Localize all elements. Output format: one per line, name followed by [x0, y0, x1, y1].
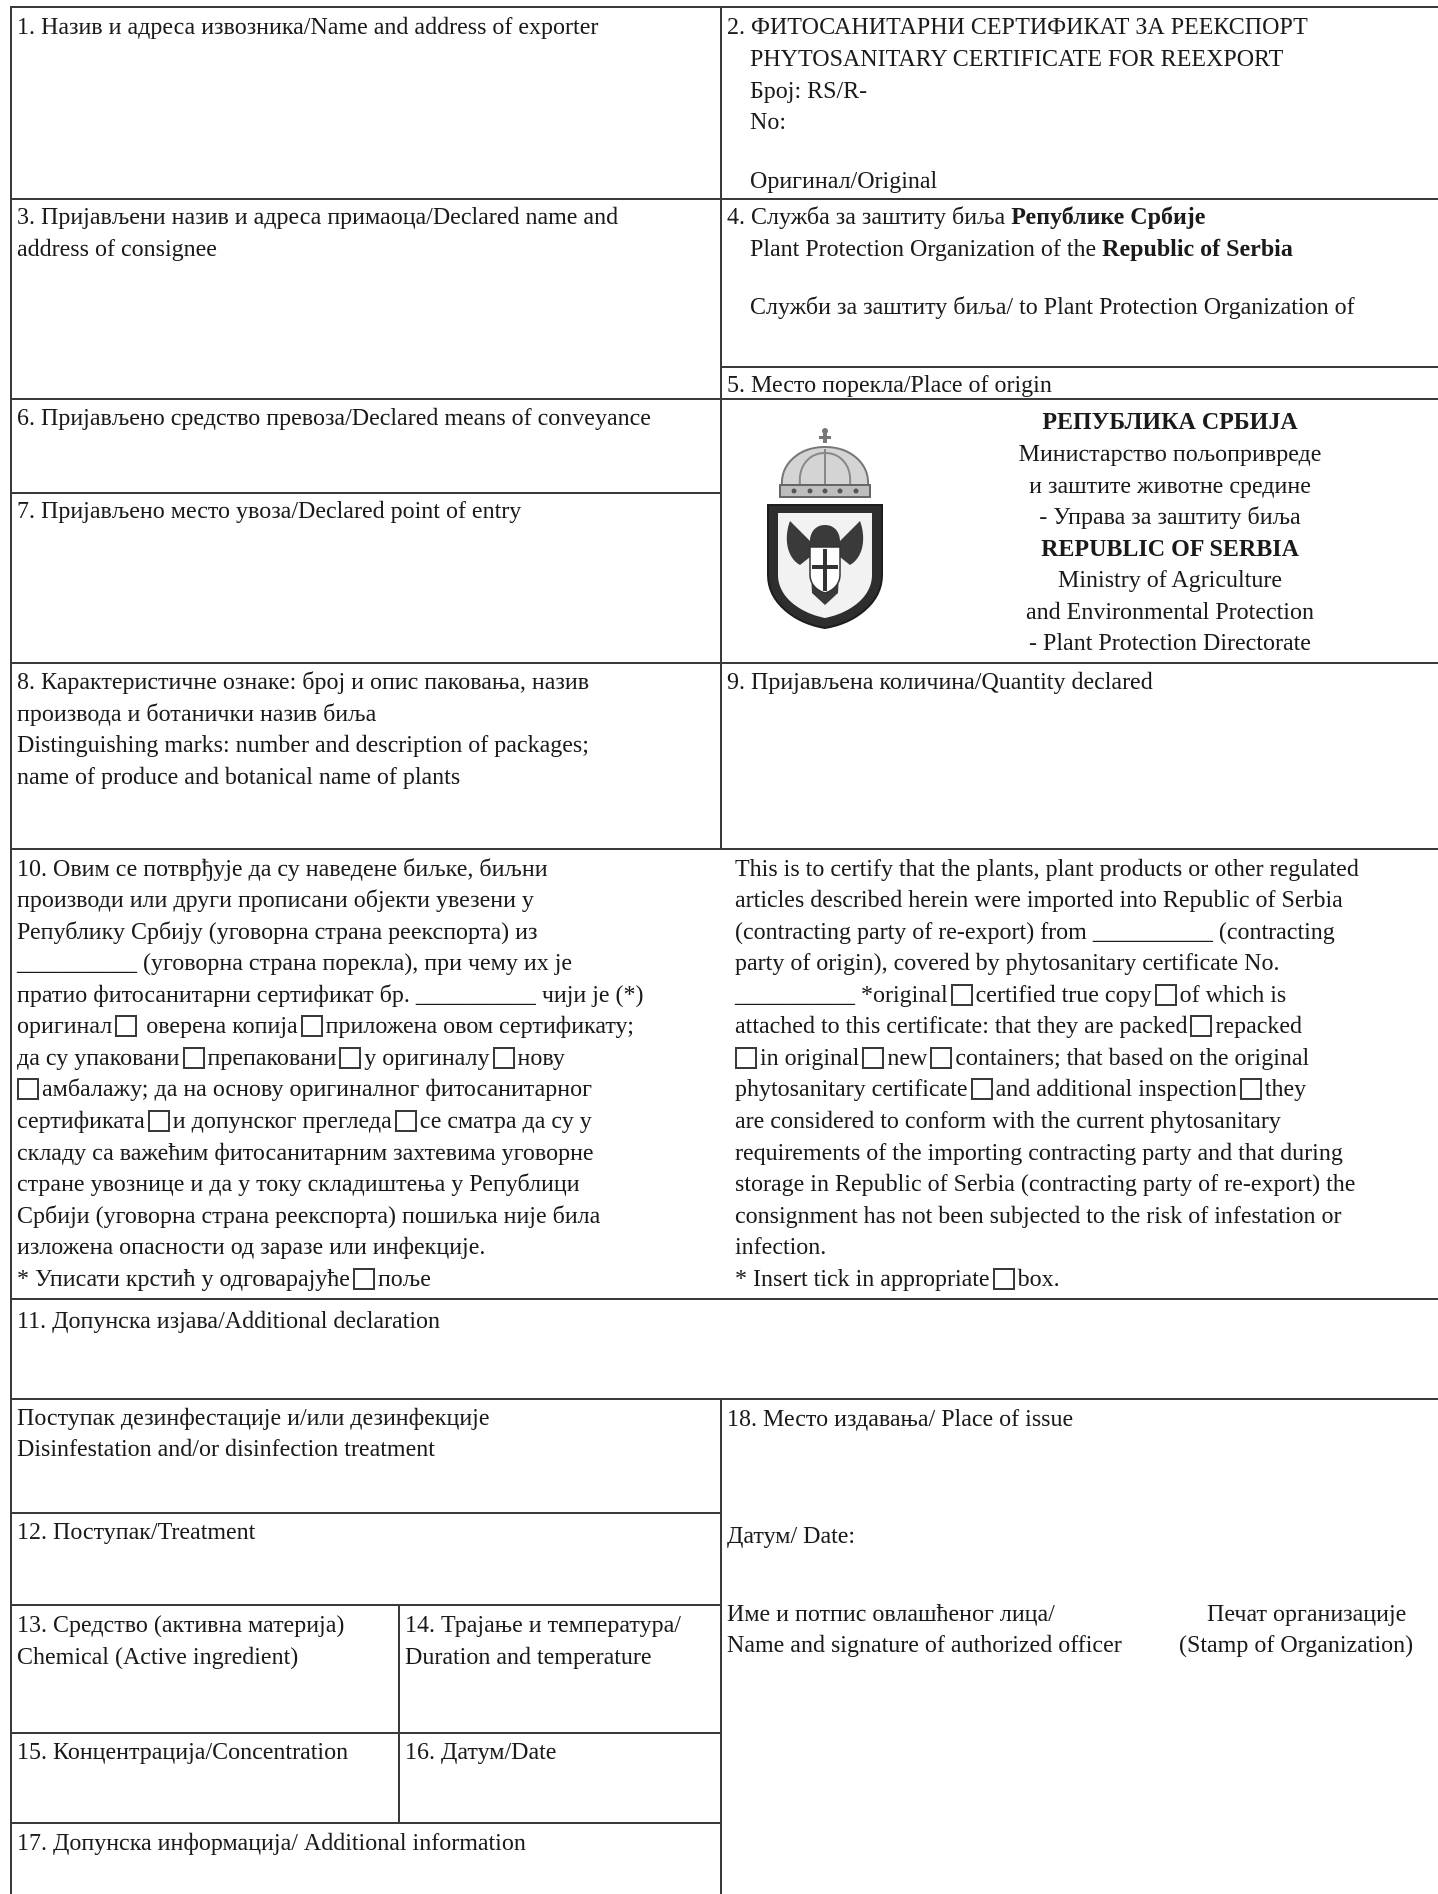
field-18-date-label: Датум/ Date: — [727, 1523, 856, 1549]
field-14-duration-label: 14. Трајање и температура/ — [405, 1612, 681, 1638]
f10-sr-line-3: Републику Србију (уговорна страна реекспорта) из — [17, 919, 538, 945]
f10-en-line-12: consignment has not been subjected to the risk of infestation or — [735, 1203, 1342, 1229]
f10-sr-line-6 — [17, 1011, 634, 1043]
field-8-line-4: name of produce and botanical name of plants — [17, 764, 461, 790]
checkbox-repacked-en[interactable] — [735, 1047, 757, 1069]
field-18-officer-label-sr: Име и потпис овлашћеног лица/ — [727, 1601, 1055, 1627]
f10-sr-14a: * Уписати крстић у одговарајуће — [17, 1266, 350, 1292]
field-8-line-1: 8. Карактеристичне ознаке: број и опис паковања, назив — [17, 669, 590, 695]
f10-en-6b: repacked — [1215, 1013, 1303, 1039]
divider-row-17 — [10, 1822, 720, 1824]
f10-sr-14b: поље — [377, 1266, 431, 1292]
f10-en-line-3: (contracting party of re-export) from __________ (contracting — [735, 919, 1335, 945]
checkbox-original-containers-sr[interactable] — [493, 1047, 515, 1069]
field-18-stamp-label-sr: Печат организације — [1207, 1601, 1407, 1627]
field-2-number-sr: Број: RS/R- — [750, 78, 868, 104]
f10-en-14a: * Insert tick in appropriate — [735, 1266, 990, 1292]
divider-row-3 — [10, 198, 1438, 200]
f10-sr-7a: да су упаковани — [17, 1045, 180, 1071]
field-7-entry-point-label: 7. Пријављено место увоза/Declared point of entry — [17, 498, 522, 524]
f10-sr-line-10: складу са важећим фитосанитарним захтевима уговорне — [17, 1140, 594, 1166]
f10-sr-line-9 — [17, 1106, 592, 1138]
f10-en-line-5 — [735, 980, 1286, 1012]
f10-sr-line-8 — [17, 1074, 592, 1106]
field-5-origin-label: 5. Место порекла/Place of origin — [727, 372, 1052, 398]
f10-en-5b: certified true copy — [975, 982, 1152, 1008]
f10-en-7c: containers; that based on the original — [955, 1045, 1310, 1071]
field-4-line-1-text: 4. Служба за заштиту биља — [727, 204, 1012, 230]
f10-sr-line-11: стране увознице и да у току складиштења у Републици — [17, 1171, 580, 1197]
serbian-coat-of-arms-icon — [760, 425, 890, 630]
divider-row-5 — [720, 366, 1438, 368]
f10-en-line-7 — [735, 1043, 1309, 1075]
f10-en-5a: __________ *original — [735, 982, 948, 1008]
f10-sr-line-5: пратио фитосанитарни сертификат бр. __________ чији је (*) — [17, 982, 644, 1008]
f10-en-8a: phytosanitary certificate — [735, 1076, 968, 1102]
f10-sr-9b: и допунског прегледа — [172, 1108, 392, 1134]
f10-sr-6b: оверена копија — [140, 1013, 298, 1039]
field-4-line-2 — [750, 234, 1293, 266]
field-2-original: Оригинал/Original — [750, 168, 938, 194]
f10-sr-line-2: производи или други прописани објекти увезени у — [17, 887, 534, 913]
field-2-certificate-title-sr: 2. ФИТОСАНИТАРНИ СЕРТИФИКАТ ЗА РЕЕКСПОРТ — [727, 14, 1308, 40]
checkbox-original-certificate-en[interactable] — [971, 1078, 993, 1100]
divider-row-12 — [10, 1512, 720, 1514]
f10-sr-line-12: Србији (уговорна страна реекспорта) пошиљка није била — [17, 1203, 601, 1229]
checkbox-new-containers-en[interactable] — [930, 1047, 952, 1069]
field-6-conveyance-label: 6. Пријављено средство превоза/Declared means of conveyance — [17, 405, 651, 431]
f10-sr-7d: нову — [517, 1045, 565, 1071]
checkbox-original-certificate-sr[interactable] — [148, 1110, 170, 1132]
f10-sr-line-14 — [17, 1264, 431, 1296]
checkbox-repacked-sr[interactable] — [339, 1047, 361, 1069]
f10-en-7a: in original — [760, 1045, 860, 1071]
checkbox-packed-en[interactable] — [1190, 1015, 1212, 1037]
f10-en-line-8 — [735, 1074, 1306, 1106]
field-4-line-1 — [727, 202, 1205, 234]
field-18-officer-label-en: Name and signature of authorized officer — [727, 1632, 1122, 1658]
f10-en-line-6 — [735, 1011, 1302, 1043]
divider-row-15 — [10, 1732, 720, 1734]
field-4-line-3: Служби за заштиту биља/ to Plant Protection Organization of — [750, 294, 1355, 320]
f10-en-line-11: storage in Republic of Serbia (contracting party of re-export) the — [735, 1171, 1356, 1197]
field-4-line-1-bold: Републике Србије — [1011, 204, 1206, 230]
divider-row-6 — [10, 398, 1438, 400]
f10-en-line-13: infection. — [735, 1234, 827, 1260]
f10-en-line-4: party of origin), covered by phytosanitary certificate No. — [735, 950, 1280, 976]
field-1-exporter-label: 1. Назив и адреса извозника/Name and address of exporter — [17, 14, 599, 40]
authority-line-en-1: Ministry of Agriculture — [1058, 567, 1282, 593]
field-9-quantity-label: 9. Пријављена количина/Quantity declared — [727, 669, 1153, 695]
checkbox-original-sr[interactable] — [115, 1015, 137, 1037]
f10-en-line-10: requirements of the importing contracting party and that during — [735, 1140, 1343, 1166]
checkbox-additional-inspection-sr[interactable] — [395, 1110, 417, 1132]
field-16-date-label: 16. Датум/Date — [405, 1739, 557, 1765]
field-18-stamp-label-en: (Stamp of Organization) — [1179, 1632, 1414, 1658]
checkbox-original-containers-en[interactable] — [862, 1047, 884, 1069]
divider-row-7 — [10, 492, 720, 494]
authority-name-en: REPUBLIC OF SERBIA — [1041, 536, 1299, 562]
f10-en-line-1: This is to certify that the plants, plant products or other regulated — [735, 856, 1359, 882]
checkbox-certified-copy-sr[interactable] — [301, 1015, 323, 1037]
field-12-treatment-label: 12. Поступак/Treatment — [17, 1519, 256, 1545]
field-13-chemical-label: 13. Средство (активна материја) — [17, 1612, 345, 1638]
authority-line-sr-2: и заштите животне средине — [1029, 473, 1311, 499]
divider-row-8 — [10, 662, 1438, 664]
f10-en-8b: and additional inspection — [995, 1076, 1237, 1102]
f10-en-line-14 — [735, 1264, 1060, 1296]
treatment-heading-sr: Поступак дезинфестације и/или дезинфекције — [17, 1405, 490, 1431]
authority-name-sr: РЕПУБЛИКА СРБИЈА — [1042, 409, 1298, 435]
f10-en-8c: they — [1264, 1076, 1307, 1102]
f10-en-line-9: are considered to conform with the current phytosanitary — [735, 1108, 1281, 1134]
f10-sr-7c: у оригиналу — [364, 1045, 490, 1071]
f10-sr-9a: сертификата — [17, 1108, 145, 1134]
f10-sr-7b: препаковани — [207, 1045, 337, 1071]
f10-sr-8: амбалажу; да на основу оригиналног фитосанитарног — [42, 1076, 592, 1102]
treatment-heading-en: Disinfestation and/or disinfection treatment — [17, 1436, 435, 1462]
f10-en-14b: box. — [1017, 1266, 1060, 1292]
field-15-concentration-label: 15. Концентрација/Concentration — [17, 1739, 349, 1765]
field-11-additional-declaration-label: 11. Допунска изјава/Additional declaration — [17, 1308, 441, 1334]
f10-sr-line-7 — [17, 1043, 565, 1075]
f10-sr-6a: оригинал — [17, 1013, 113, 1039]
divider-row-treatment — [10, 1398, 1438, 1400]
field-3-consignee-label: 3. Пријављени назив и адреса примаоца/Declared name and — [17, 204, 619, 230]
divider-center-upper — [720, 6, 722, 848]
f10-sr-9c: се сматра да су у — [419, 1108, 592, 1134]
authority-line-en-3: - Plant Protection Directorate — [1029, 630, 1311, 656]
field-18-place-of-issue-label: 18. Место издавања/ Place of issue — [727, 1406, 1074, 1432]
checkbox-legend-sr — [353, 1268, 375, 1290]
form-outer-left — [10, 6, 12, 1894]
form-outer-top — [10, 6, 1438, 8]
checkbox-original-en[interactable] — [951, 984, 973, 1006]
f10-sr-line-1: 10. Овим се потврђује да су наведене биљке, биљни — [17, 856, 548, 882]
checkbox-certified-copy-en[interactable] — [1155, 984, 1177, 1006]
field-2-number-en: No: — [750, 109, 786, 135]
f10-en-line-2: articles described herein were imported into Republic of Serbia — [735, 887, 1343, 913]
checkbox-packed-sr[interactable] — [183, 1047, 205, 1069]
f10-en-5c: of which is — [1179, 982, 1287, 1008]
authority-line-sr-1: Министарство пољопривреде — [1018, 441, 1322, 467]
divider-col-13-14 — [398, 1604, 400, 1822]
field-17-additional-info-label: 17. Допунска информација/ Additional information — [17, 1830, 526, 1856]
f10-en-6a: attached to this certificate: that they are packed — [735, 1013, 1188, 1039]
field-4-line-2-text: Plant Protection Organization of the — [750, 236, 1103, 262]
field-8-line-2: производа и ботанички назив биља — [17, 701, 377, 727]
divider-row-11 — [10, 1298, 1438, 1300]
checkbox-additional-inspection-en[interactable] — [1240, 1078, 1262, 1100]
f10-sr-line-13: изложена опасности од заразе или инфекције. — [17, 1234, 486, 1260]
f10-sr-line-4: __________ (уговорна страна порекла), при чему их је — [17, 950, 573, 976]
checkbox-legend-en — [993, 1268, 1015, 1290]
field-14-duration-label-2: Duration and temperature — [405, 1644, 652, 1670]
authority-line-en-2: and Environmental Protection — [1026, 599, 1314, 625]
field-2-certificate-title-en: PHYTOSANITARY CERTIFICATE FOR REEXPORT — [750, 46, 1284, 72]
field-13-chemical-label-2: Chemical (Active ingredient) — [17, 1644, 299, 1670]
field-8-line-3: Distinguishing marks: number and description of packages; — [17, 732, 589, 758]
f10-sr-6c: приложена овом сертификату; — [325, 1013, 634, 1039]
divider-center-lower — [720, 1398, 722, 1894]
authority-line-sr-3: - Управа за заштиту биља — [1039, 504, 1301, 530]
f10-en-7b: new — [887, 1045, 928, 1071]
field-4-line-2-bold: Republic of Serbia — [1102, 236, 1293, 262]
checkbox-new-containers-sr[interactable] — [17, 1078, 39, 1100]
divider-row-13 — [10, 1604, 720, 1606]
field-3-consignee-label-2: address of consignee — [17, 236, 217, 262]
divider-row-10 — [10, 848, 1438, 850]
